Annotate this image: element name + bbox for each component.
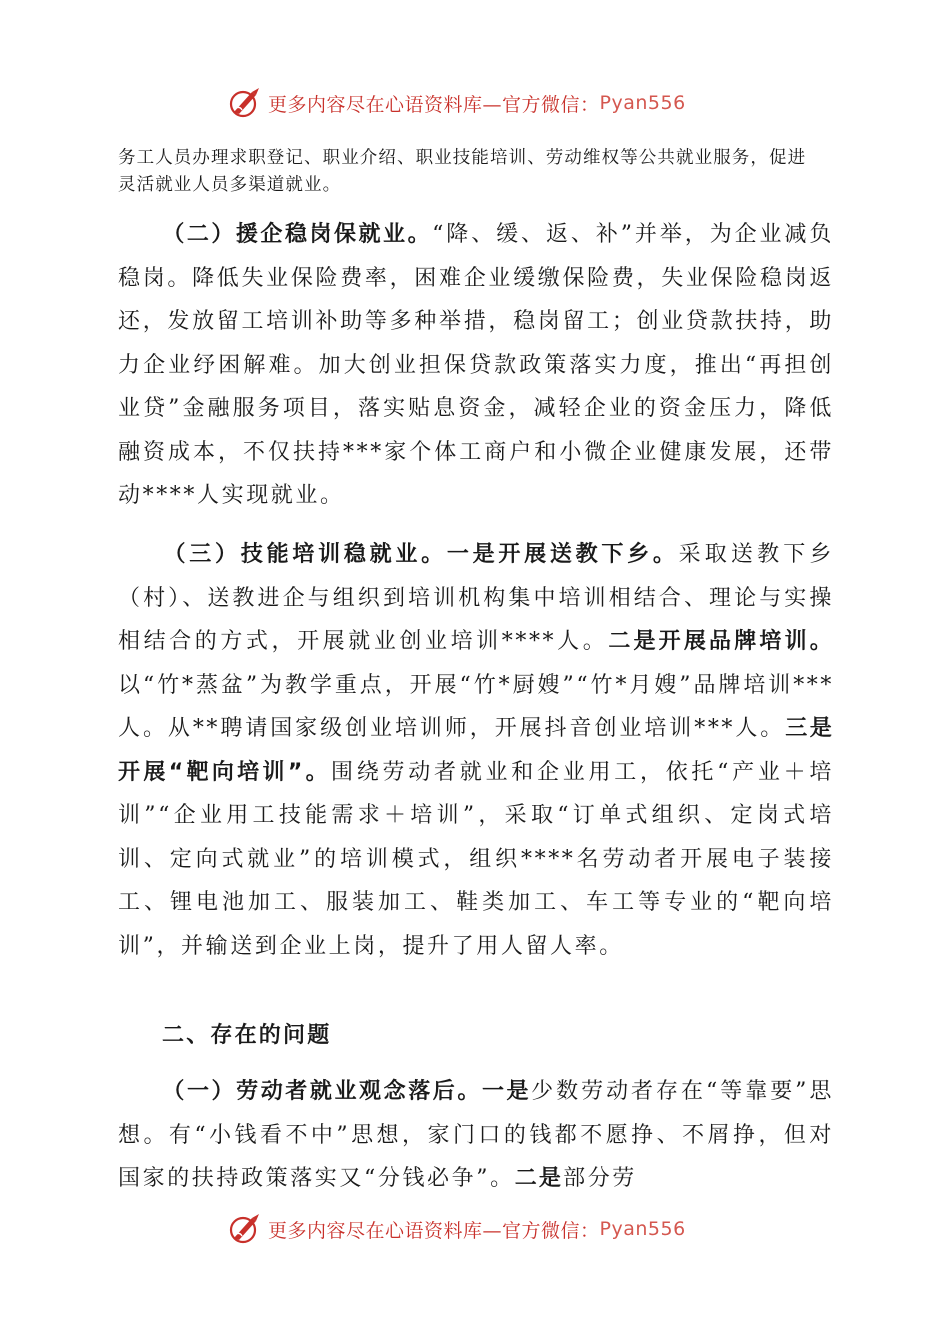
section-2-body: “降、缓、返、补”并举，为企业减负稳岗。降低失业保险费率，困难企业缓缴保险费，失业保险稳岗返还，发放留工培训补助等多种举措，稳岗留工；创业贷款扶持，助力企业纾困解难。加大创业担保贷款政策落实力度，推出“再担创业贷”金融服务项目，落实贴息资金，减轻企业的资金压力，降低融资成本，不仅扶持***家个体工商户和小微企业健康发展，还带动****人实现就业。: [118, 222, 835, 508]
section-2-paragraph: [118, 213, 834, 518]
problem-1-lead-1: 一是: [481, 1079, 532, 1104]
problem-1-body-2: 部分劳: [563, 1166, 637, 1191]
problems-heading: 二、存在的问题: [162, 1023, 332, 1048]
problem-1-lead-2: 二是: [514, 1166, 564, 1191]
footer-banner-text: 更多内容尽在心语资料库—官方微信：: [268, 1219, 600, 1242]
banner-wechat-handle: Pyan556: [599, 92, 686, 114]
section-3-body-3: 围绕劳动者就业和企业用工，依托“产业＋培训”“企业用工技能需求＋培训”，采取“订单式组织、定岗式培训、定向式就业”的培训模式，组织****名劳动者开展电子装接工、锂电池加工、服装加工、鞋类加工、车工等专业的“靶向培训”，并输送到企业上岗，提升了用人留人率。: [118, 759, 834, 959]
quill-pen-logo-icon: [228, 1212, 262, 1246]
footer-banner: [228, 1212, 748, 1246]
section-3-body-2: 以“竹*蒸盆”为教学重点，开展“竹*厨嫂”“竹*月嫂”品牌培训***人。从**聘请国家级创业培训师，开展抖音创业培训***人。: [118, 672, 834, 741]
intro-line-2: 灵活就业人员多渠道就业。: [118, 175, 342, 195]
intro-line-1: 务工人员办理求职登记、职业介绍、职业技能培训、劳动维权等公共就业服务，促进: [118, 148, 807, 168]
quill-pen-logo-icon: [228, 86, 262, 120]
section-3-lead-2: 二是开展品牌培训。: [608, 629, 834, 654]
problem-1-paragraph: [118, 1070, 834, 1201]
banner-text: 更多内容尽在心语资料库—官方微信：: [268, 93, 600, 116]
section-2-heading: （二）援企稳岗保就业。: [162, 222, 433, 247]
section-3-paragraph: [118, 533, 834, 968]
section-3-lead-1: 一是开展送教下乡。: [446, 542, 679, 567]
footer-banner-wechat-handle: Pyan556: [599, 1218, 686, 1240]
section-3-lead-3: 三是开展“靶向培训”。: [118, 716, 834, 785]
section-3-heading: （三）技能培训稳就业。: [162, 542, 447, 567]
problem-1-heading: （一）劳动者就业观念落后。: [162, 1079, 482, 1104]
problem-1-body-1: 少数劳动者存在“等靠要”思想。有“小钱看不中”思想，家门口的钱都不愿挣、不屑挣，但对国家的扶持政策落实又“分钱必争”。: [118, 1079, 835, 1191]
section-3-body-1: 采取送教下乡（村）、送教进企与组织到培训机构集中培训相结合、理论与实操相结合的方式，开展就业创业培训****人。: [118, 542, 834, 654]
header-banner: [228, 86, 748, 120]
